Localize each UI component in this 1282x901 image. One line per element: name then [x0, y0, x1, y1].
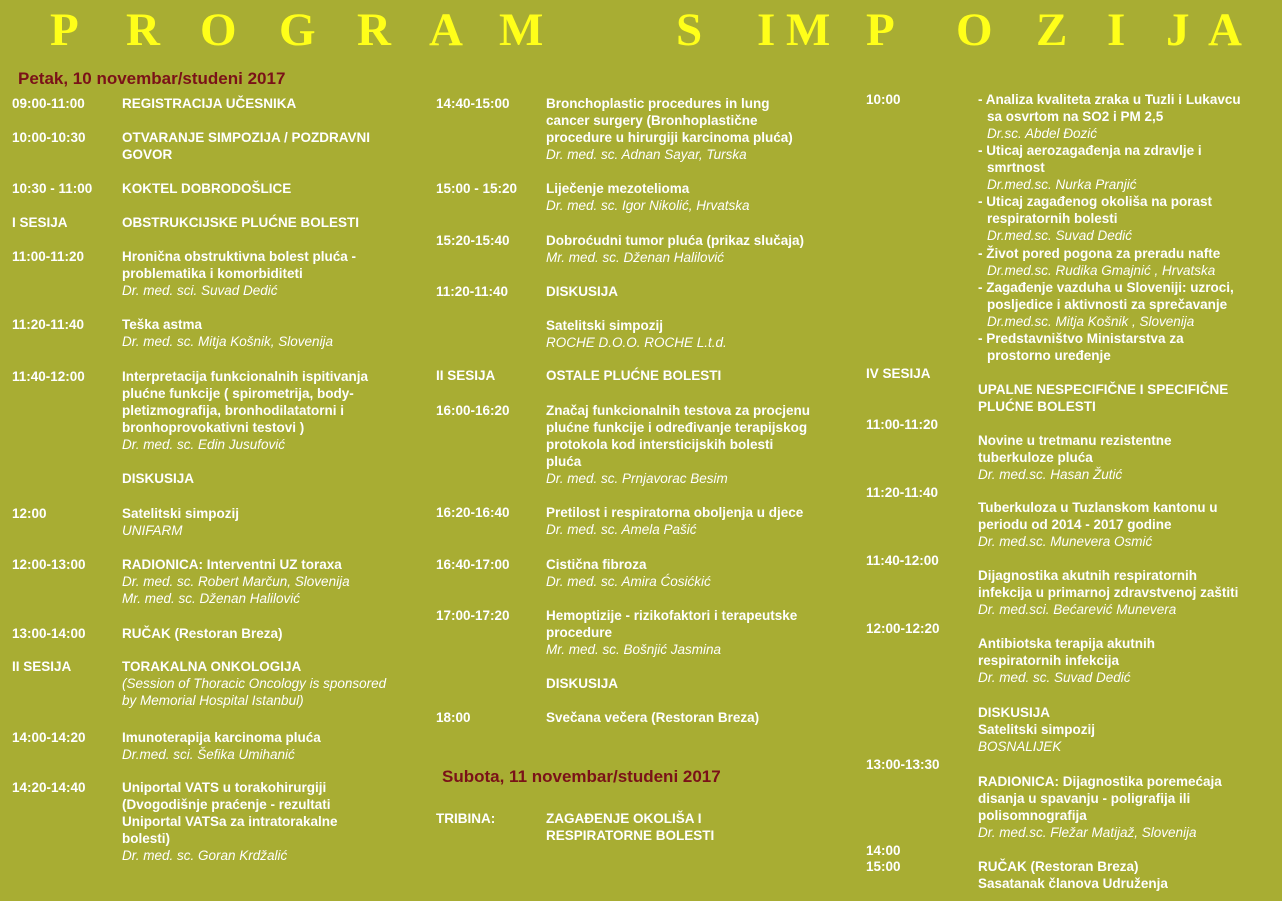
entry-title: OBSTRUKCIJSKE PLUĆNE BOLESTI [122, 215, 360, 230]
entry-title: Novine u tretmanu rezistentne [978, 433, 1172, 448]
speaker-name: Dr. med. sc. Amira Ćosićkić [546, 574, 711, 589]
entry-title: DISKUSIJA [546, 284, 619, 299]
program-entry [122, 95, 432, 112]
speaker-name: Dr.med. sci. Šefika Umihanić [122, 747, 295, 762]
program-entry [978, 635, 1278, 686]
entry-title: - Analiza kvaliteta zraka u Tuzli i Lukavcu [978, 92, 1241, 107]
speaker-name: Dr. med. sc. Igor Nikolić, Hrvatska [546, 198, 750, 213]
entry-title: Liječenje mezotelioma [546, 181, 690, 196]
program-entry [122, 316, 432, 350]
session-time: 14:00-14:20 [12, 730, 86, 745]
program-entry [546, 232, 866, 266]
entry-title: bolesti) [122, 831, 171, 846]
speaker-name: by Memorial Hospital Istanbul) [122, 693, 304, 708]
program-entry [978, 381, 1278, 415]
speaker-name: ROCHE D.O.O. ROCHE L.t.d. [546, 335, 727, 350]
program-entry [546, 317, 866, 351]
title-letter: R [126, 4, 160, 56]
entry-title: Sasatanak članova Udruženja [978, 876, 1168, 891]
entry-title: pluća [546, 454, 582, 469]
title-letter: A [1208, 4, 1242, 56]
title-letter: I [757, 4, 776, 56]
entry-title: DISKUSIJA [546, 676, 619, 691]
entry-title: cancer surgery (Bronhoplastične [546, 113, 758, 128]
title-letter: A [429, 4, 463, 56]
program-entry [978, 279, 1278, 330]
entry-title: Interpretacija funkcionalnih ispitivanja [122, 369, 369, 384]
title-letter: P [50, 4, 79, 56]
entry-title: respiratornih infekcija [978, 653, 1120, 668]
program-entry [546, 367, 866, 384]
title-letter: O [956, 4, 993, 56]
entry-title: DISKUSIJA [978, 705, 1051, 720]
program-entry [122, 180, 432, 197]
session-time: 14:20-14:40 [12, 780, 86, 795]
entry-title: REGISTRACIJA UČESNIKA [122, 96, 297, 111]
entry-title: procedure u hirurgiji karcinoma pluća) [546, 130, 793, 145]
session-time: 11:00-11:20 [866, 417, 939, 432]
speaker-name: BOSNALIJEK [978, 739, 1062, 754]
saturday-heading: Subota, 11 novembar/studeni 2017 [442, 767, 721, 786]
speaker-name: Dr. med. sc. Amela Pašić [546, 522, 697, 537]
entry-title: disanja u spavanju - poligrafija ili [978, 791, 1191, 806]
session-time: 11:00-11:20 [12, 249, 85, 264]
entry-title: Hronična obstruktivna bolest pluća - [122, 249, 357, 264]
title-letter: M [499, 4, 544, 56]
speaker-name: Mr. med. sc. Bošnjić Jasmina [546, 642, 722, 657]
program-entry [978, 245, 1278, 279]
session-time: 10:30 - 11:00 [12, 181, 93, 196]
session-time: 13:00-13:30 [866, 757, 940, 772]
speaker-name: Dr. med. sc. Edin Jusufović [122, 437, 286, 452]
entry-title: bronhoprovokativni testovi ) [122, 420, 305, 435]
session-time: 16:40-17:00 [436, 557, 510, 572]
session-time: 11:40-12:00 [12, 369, 85, 384]
session-time: TRIBINA: [436, 811, 496, 826]
title-letter: J [1166, 4, 1190, 56]
entry-title: OTVARANJE SIMPOZIJA / POZDRAVNI [122, 130, 371, 145]
entry-title: RADIONICA: Interventni UZ toraxa [122, 557, 342, 572]
program-entry [546, 402, 866, 487]
entry-title: Cistična fibroza [546, 557, 647, 572]
session-time: 14:40-15:00 [436, 96, 510, 111]
entry-title: periodu od 2014 - 2017 godine [978, 517, 1172, 532]
entry-title: DISKUSIJA [122, 471, 195, 486]
program-entry [978, 91, 1278, 142]
program-entry [546, 810, 866, 844]
session-time: 17:00-17:20 [436, 608, 510, 623]
entry-title: GOVOR [122, 147, 173, 162]
entry-title: respiratornih bolesti [987, 211, 1118, 226]
program-entry [978, 704, 1278, 755]
entry-title: Dobroćudni tumor pluća (prikaz slučaja) [546, 233, 805, 248]
entry-title: Značaj funkcionalnih testova za procjenu [546, 403, 811, 418]
entry-title: KOKTEL DOBRODOŠLICE [122, 181, 292, 196]
entry-title: smrtnost [987, 160, 1045, 175]
program-entry [978, 567, 1278, 618]
program-entry [978, 330, 1278, 364]
entry-title: Dijagnostika akutnih respiratornih [978, 568, 1198, 583]
program-entry [122, 129, 432, 163]
session-time: 10:00 [866, 92, 901, 107]
program-entry [122, 505, 432, 539]
session-time: 13:00-14:00 [12, 626, 86, 641]
program-entry [546, 556, 866, 590]
session-time: 12:00 [12, 506, 47, 521]
session-time: 18:00 [436, 710, 471, 725]
entry-title: protokola kod intersticijskih bolesti [546, 437, 774, 452]
title-letter: R [357, 4, 391, 56]
speaker-name: Dr. med.sc. Fležar Matijaž, Slovenija [978, 825, 1197, 840]
speaker-name: (Session of Thoracic Oncology is sponsored [122, 676, 387, 691]
session-time: II SESIJA [436, 368, 496, 383]
program-entry [546, 283, 866, 300]
entry-title: Antibiotska terapija akutnih [978, 636, 1156, 651]
title-letter: P [866, 4, 895, 56]
entry-title: - Zagađenje vazduha u Sloveniji: uzroci, [978, 280, 1234, 295]
entry-title: - Uticaj zagađenog okoliša na porast [978, 194, 1213, 209]
entry-title: Tuberkuloza u Tuzlanskom kantonu u [978, 500, 1218, 515]
entry-title: posljedice i aktivnosti za sprečavanje [987, 297, 1228, 312]
speaker-name: Mr. med. sc. Dženan Halilović [546, 250, 725, 265]
entry-title: RUČAK (Restoran Breza) [978, 859, 1139, 874]
session-time: 11:40-12:00 [866, 553, 939, 568]
entry-title: procedure [546, 625, 613, 640]
session-time: 15:00 - 15:20 [436, 181, 518, 196]
entry-title: PLUĆNE BOLESTI [978, 399, 1096, 414]
entry-title: Bronchoplastic procedures in lung [546, 96, 770, 111]
entry-title: ZAGAĐENJE OKOLIŠA I [546, 811, 702, 826]
session-time: 12:00-12:20 [866, 621, 940, 636]
entry-title: sa osvrtom na SO2 i PM 2,5 [987, 109, 1164, 124]
program-entry [122, 556, 432, 607]
entry-title: (Dvogodišnje praćenje - rezultati [122, 797, 331, 812]
title-letter: M [786, 4, 831, 56]
program-entry [978, 773, 1278, 841]
session-time: IV SESIJA [866, 366, 931, 381]
entry-title: Pretilost i respiratorna oboljenja u djece [546, 505, 804, 520]
entry-title: Satelitski simpozij [978, 722, 1096, 737]
friday-heading: Petak, 10 novembar/studeni 2017 [18, 69, 286, 88]
speaker-name: Dr. med. sc. Robert Marčun, Slovenija [122, 574, 350, 589]
entry-title: polisomnografija [978, 808, 1087, 823]
program-entry [122, 470, 432, 487]
entry-title: plućne funkcije i određivanje terapijskog [546, 420, 808, 435]
speaker-name: Dr. med. sci. Suvad Dedić [122, 283, 278, 298]
entry-title: Imunoterapija karcinoma pluća [122, 730, 321, 745]
speaker-name: Dr. med.sci. Bećarević Munevera [978, 602, 1177, 617]
speaker-name: Dr.med.sc. Suvad Dedić [987, 228, 1133, 243]
title-letter: G [279, 4, 316, 56]
speaker-name: Dr. med. sc. Mitja Košnik, Slovenija [122, 334, 334, 349]
entry-title: RADIONICA: Dijagnostika poremećaja [978, 774, 1222, 789]
speaker-name: UNIFARM [122, 523, 183, 538]
speaker-name: Dr. med.sc. Munevera Osmić [978, 534, 1153, 549]
entry-title: tuberkuloze pluća [978, 450, 1093, 465]
entry-title: TORAKALNA ONKOLOGIJA [122, 659, 302, 674]
session-time: 16:00-16:20 [436, 403, 510, 418]
program-entry [122, 658, 432, 709]
session-time: I SESIJA [12, 215, 68, 230]
speaker-name: Dr. med. sc. Goran Krdžalić [122, 848, 288, 863]
entry-title: problematika i komorbiditeti [122, 266, 303, 281]
speaker-name: Mr. med. sc. Dženan Halilović [122, 591, 301, 606]
program-entry [546, 709, 866, 726]
entry-title: Svečana večera (Restoran Breza) [546, 710, 760, 725]
entry-title: plućne funkcije ( spirometrija, body- [122, 386, 354, 401]
speaker-name: Dr.sc. Abdel Đozić [987, 126, 1098, 141]
entry-title: Teška astma [122, 317, 203, 332]
entry-title: - Život pored pogona za preradu nafte [978, 246, 1221, 261]
entry-title: Hemoptizije - rizikofaktori i terapeutske [546, 608, 798, 623]
session-time: 09:00-11:00 [12, 96, 85, 111]
session-time: II SESIJA [12, 659, 72, 674]
entry-title: infekcija u primarnoj zdravstvenoj zaštiti [978, 585, 1239, 600]
program-entry [978, 432, 1278, 483]
program-entry [546, 675, 866, 692]
speaker-name: Dr.med.sc. Rudika Gmajnić , Hrvatska [987, 263, 1216, 278]
speaker-name: Dr. med. sc. Suvad Dedić [978, 670, 1131, 685]
entry-title: pletizmografija, bronhodilatatorni i [122, 403, 345, 418]
speaker-name: Dr.med.sc. Nurka Pranjić [987, 177, 1137, 192]
session-time: 10:00-10:30 [12, 130, 86, 145]
program-entry [122, 729, 432, 763]
program-entry [546, 95, 866, 163]
session-time: 11:20-11:40 [866, 485, 939, 500]
session-time: 15:00 [866, 859, 901, 874]
speaker-name: Dr. med. sc. Prnjavorac Besim [546, 471, 728, 486]
entry-title: - Uticaj aerozagađenja na zdravlje i [978, 143, 1202, 158]
program-entry [978, 858, 1278, 892]
session-time: 12:00-13:00 [12, 557, 86, 572]
entry-title: Uniportal VATSa za intratorakalne [122, 814, 338, 829]
session-time: 16:20-16:40 [436, 505, 510, 520]
title-letter: O [200, 4, 237, 56]
session-time: 11:20-11:40 [12, 317, 85, 332]
speaker-name: Dr. med.sc. Hasan Žutić [978, 467, 1123, 482]
program-entry [978, 142, 1278, 193]
entry-title: prostorno uređenje [987, 348, 1111, 363]
session-time: 15:20-15:40 [436, 233, 510, 248]
speaker-name: Dr. med. sc. Adnan Sayar, Turska [546, 147, 747, 162]
entry-title: Satelitski simpozij [546, 318, 664, 333]
program-entry [122, 625, 432, 642]
program-entry [546, 504, 866, 538]
title-letter: I [1107, 4, 1126, 56]
session-time: 14:00 [866, 843, 901, 858]
title-letter: S [676, 4, 703, 56]
program-entry [546, 180, 866, 214]
program-entry [978, 193, 1278, 244]
entry-title: OSTALE PLUĆNE BOLESTI [546, 368, 722, 383]
program-entry [122, 368, 432, 453]
program-entry [122, 779, 432, 864]
entry-title: Uniportal VATS u torakohirurgiji [122, 780, 327, 795]
program-entry [122, 248, 432, 299]
program-entry [122, 214, 432, 231]
entry-title: Satelitski simpozij [122, 506, 240, 521]
session-time: 11:20-11:40 [436, 284, 509, 299]
entry-title: UPALNE NESPECIFIČNE I SPECIFIČNE [978, 382, 1229, 397]
title-letter: Z [1036, 4, 1068, 56]
program-entry [546, 607, 866, 658]
entry-title: RUČAK (Restoran Breza) [122, 626, 283, 641]
entry-title: RESPIRATORNE BOLESTI [546, 828, 715, 843]
entry-title: - Predstavništvo Ministarstva za [978, 331, 1184, 346]
speaker-name: Dr.med.sc. Mitja Košnik , Slovenija [987, 314, 1195, 329]
program-entry [978, 499, 1278, 550]
